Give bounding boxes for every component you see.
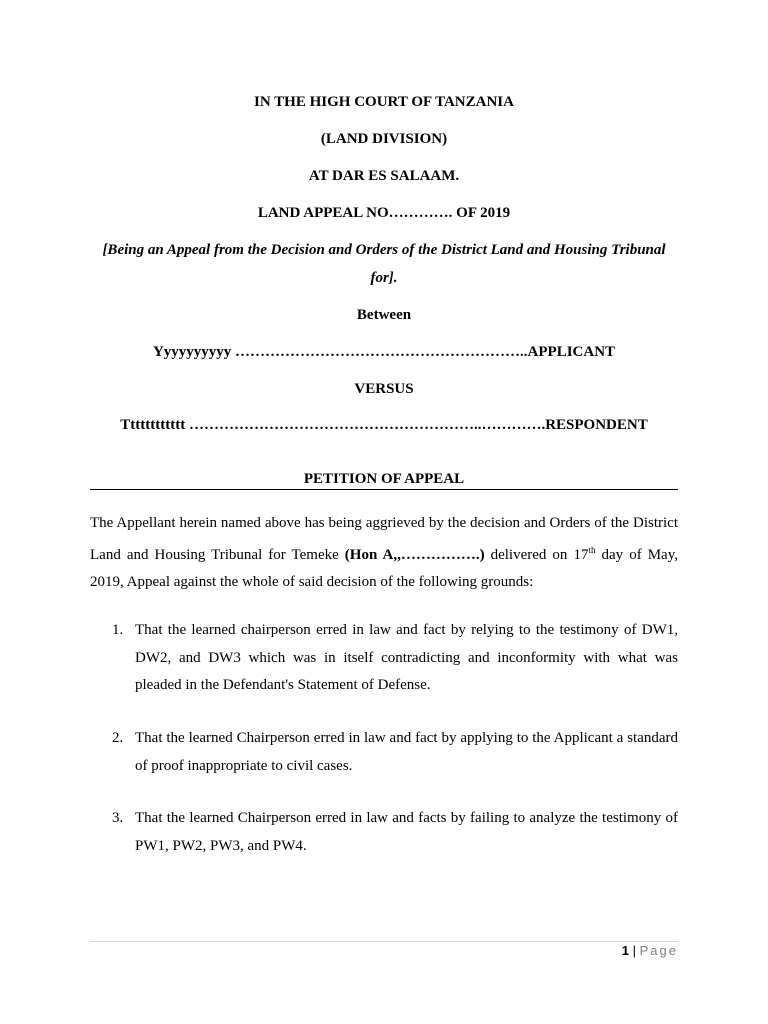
ground-text: That the learned Chairperson erred in law and facts by failing to analyze the testimony of PW1, PW2, PW3, and PW4.	[135, 810, 678, 854]
ground-number: 3.	[112, 810, 124, 826]
court-title: IN THE HIGH COURT OF TANZANIA	[254, 94, 514, 110]
respondent-line: Tttttttttttt …………………………………………………..………….RESPONDENT	[120, 417, 648, 433]
ground-number: 2.	[112, 730, 124, 746]
intro-paragraph	[90, 510, 678, 596]
heading-divider	[90, 489, 678, 490]
footer-separator: |	[632, 943, 636, 958]
versus-label: VERSUS	[354, 381, 414, 397]
appeal-number: LAND APPEAL NO…………. OF 2019	[257, 205, 511, 221]
page-label: Page	[639, 943, 678, 958]
intro-superscript: th	[588, 545, 596, 555]
petition-heading: PETITION OF APPEAL	[303, 471, 465, 487]
page-footer	[622, 943, 678, 958]
appeal-subtitle: [Being an Appeal from the Decision and Orders of the District Land and Housing Tribunal for].	[102, 242, 666, 286]
between-label: Between	[356, 307, 412, 323]
ground-item	[90, 617, 678, 700]
ground-text: That the learned Chairperson erred in law and fact by applying to the Applicant a standard of proof inappropriate to civil cases.	[135, 730, 678, 774]
intro-text-b: delivered on 17	[484, 547, 589, 563]
location-title: AT DAR ES SALAAM.	[308, 168, 460, 184]
page-number: 1	[621, 943, 629, 958]
ground-item	[90, 805, 678, 860]
ground-text: That the learned chairperson erred in law and fact by relying to the testimony of DW1, DW2, and DW3 which was in itself contradicting and inconformity with what was pleaded in the Defendant's Statement of Defense.	[135, 622, 678, 693]
division-title: (LAND DIVISION)	[320, 131, 448, 147]
footer-divider	[90, 941, 678, 942]
applicant-line: Yyyyyyyyyy …………………………………………………..APPLICANT	[152, 344, 616, 360]
ground-number: 1.	[112, 622, 124, 638]
intro-text-a: The Appellant herein named above has being aggrieved by the decision and Orders of the District Land and Housing Tribunal for Temeke	[90, 515, 678, 563]
ground-item	[90, 725, 678, 780]
intro-judge: (Hon A,,…………….)	[344, 547, 485, 563]
intro-text-c: day of May, 2019, Appeal against the whole of said decision of the following grounds:	[90, 547, 678, 590]
